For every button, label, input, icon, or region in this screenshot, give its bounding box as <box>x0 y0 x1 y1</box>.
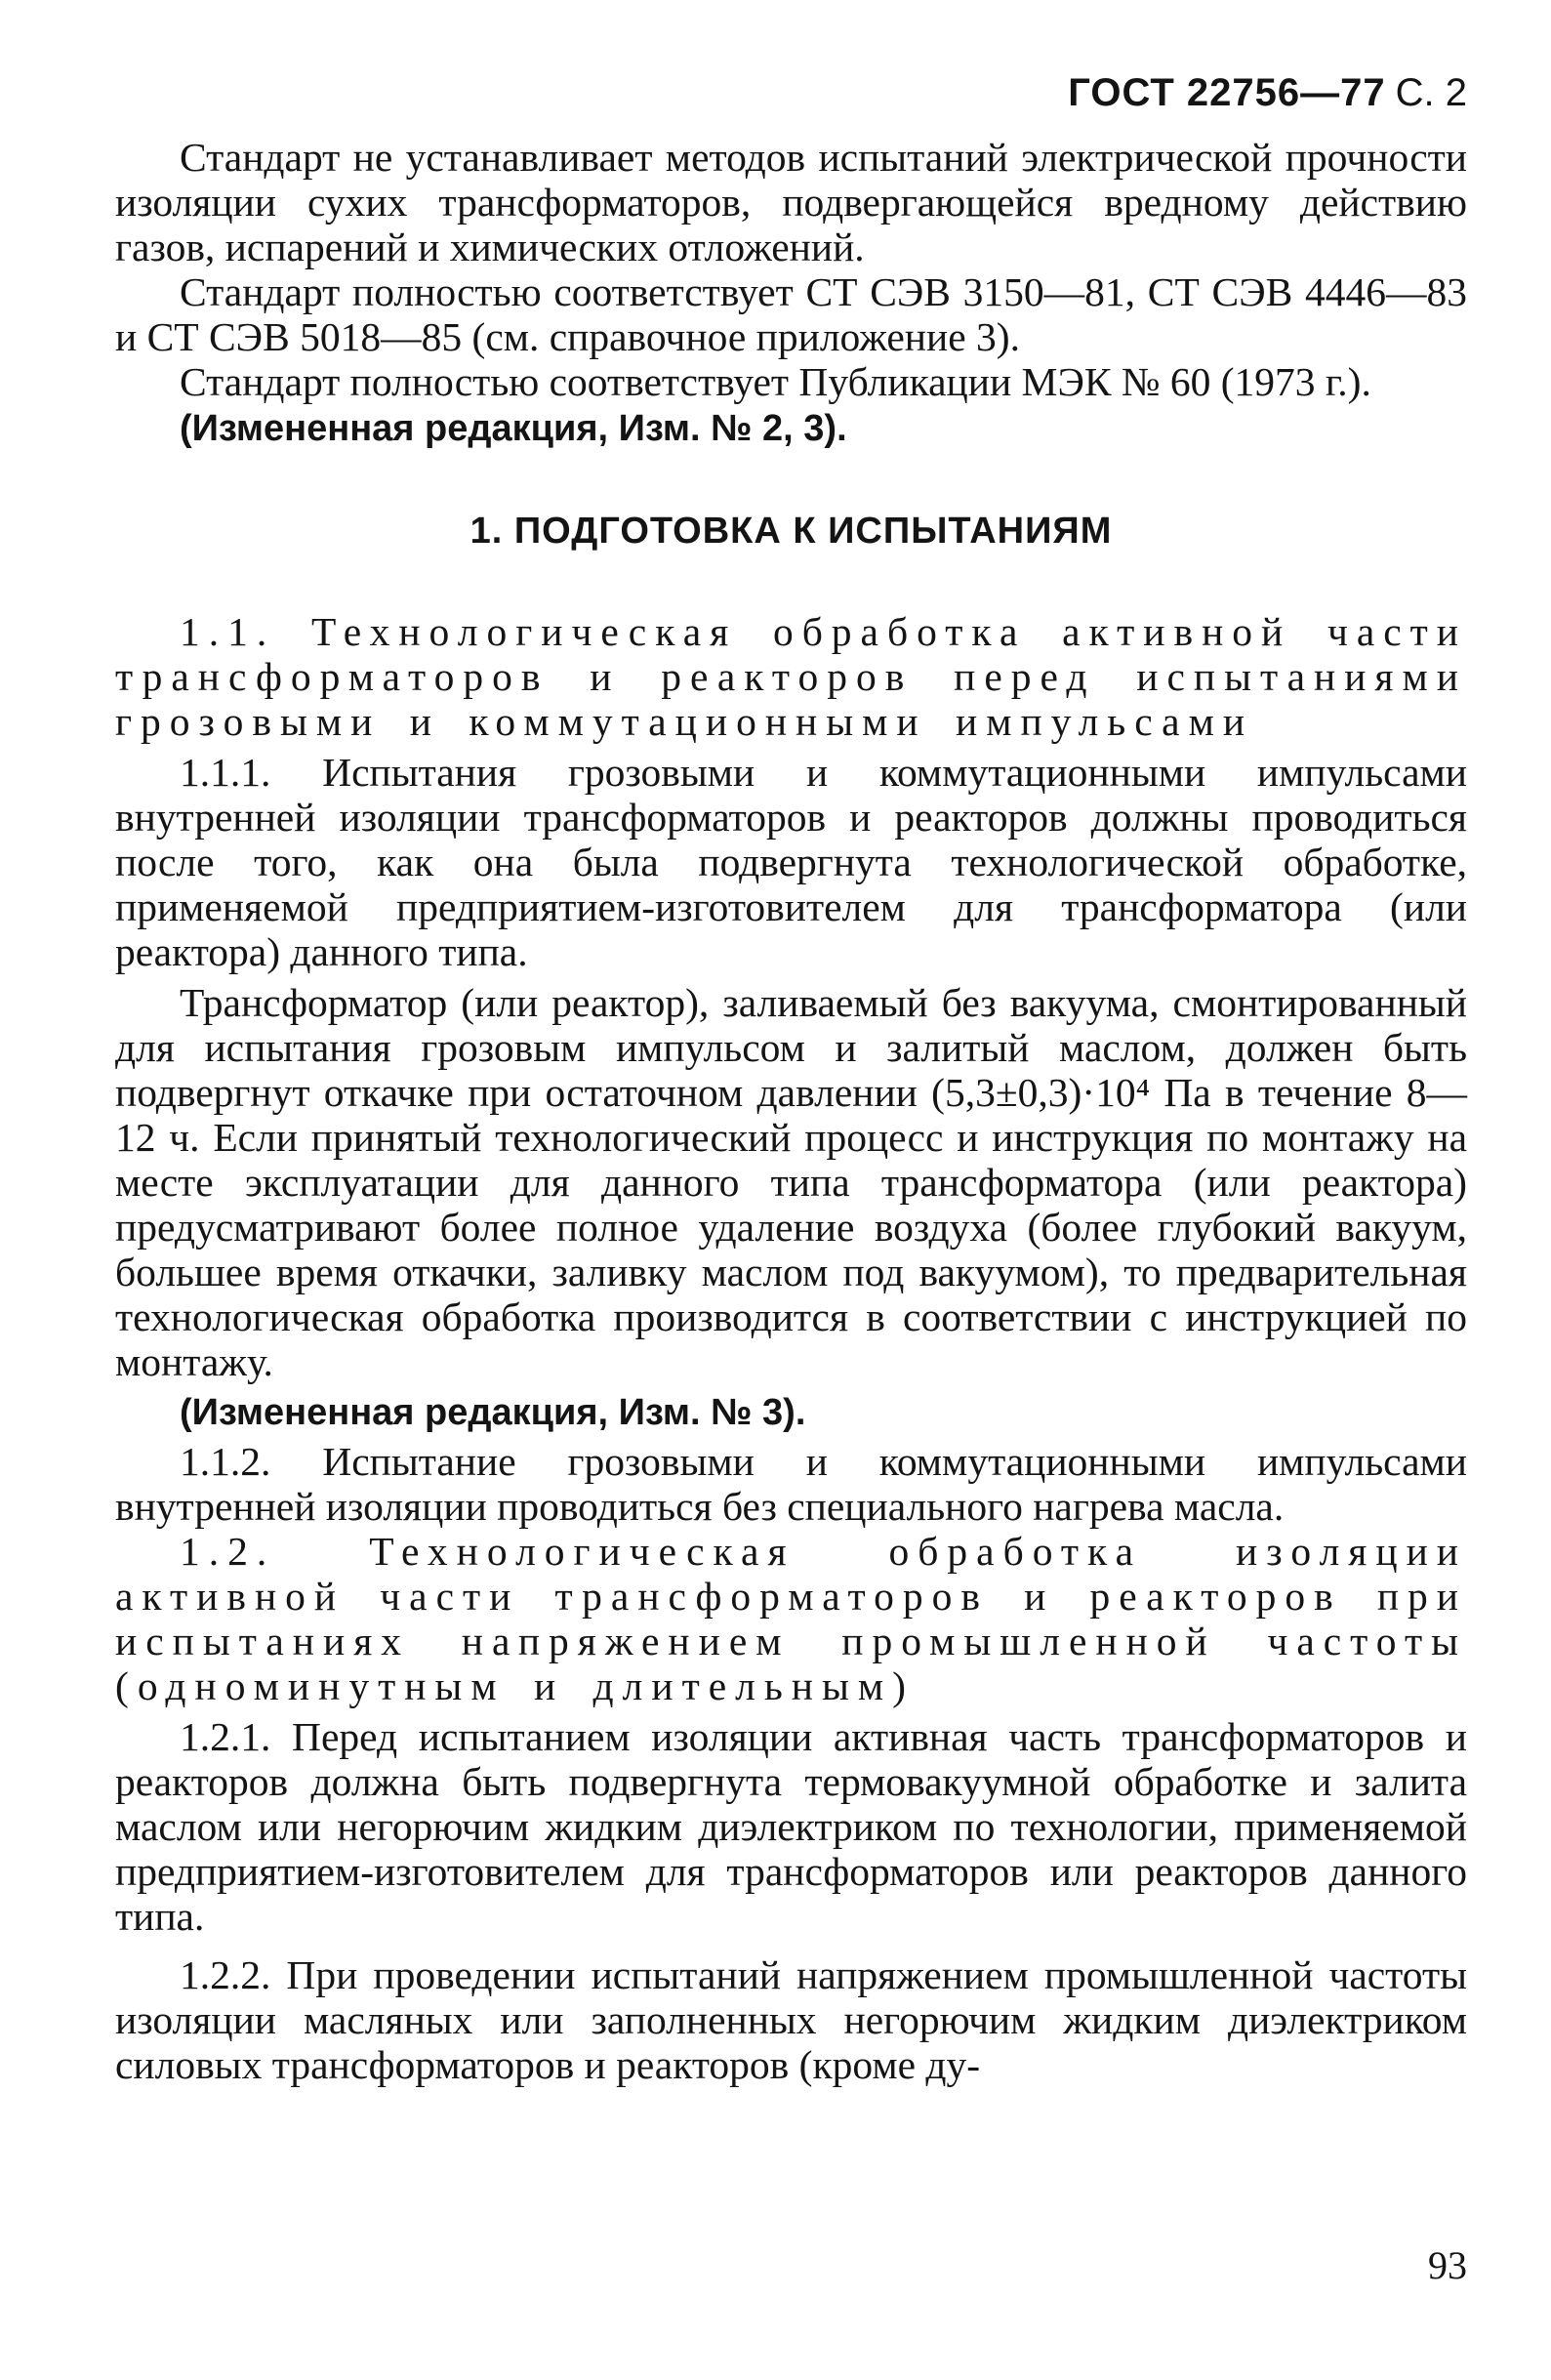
page-number: 93 <box>1428 2243 1467 2287</box>
clause-1-1-1: 1.1.1. Испытания грозовыми и коммутационными импульсами внутренней изоляции трансформаторов и реакторов должны проводиться после того, как она была подвергнута технологической обработке, применяемой предприятием-изготовителем для трансформатора (или реактора) данного типа. <box>115 750 1467 974</box>
doc-code: ГОСТ 22756—77 <box>1068 71 1386 114</box>
subsection-1-2-heading: 1.2. Технологическая обработка изоляции активной части трансформаторов и реакторов при испытаниях напряжением промышленной частоты (одноминутным и длительным) <box>115 1529 1467 1708</box>
section-title: 1. ПОДГОТОВКА К ИСПЫТАНИЯМ <box>469 511 1113 552</box>
intro-paragraph-2: Стандарт полностью соответствует СТ СЭВ 3150—81, СТ СЭВ 4446—83 и СТ СЭВ 5018—85 (см. справочное приложение 3). <box>115 269 1467 359</box>
clause-1-2-2: 1.2.2. При проведении испытаний напряжением промышленной частоты изоляции масляных или заполненных негорючим жидким диэлектриком силовых трансформаторов и реакторов (кроме ду- <box>115 1952 1467 2087</box>
intro-paragraph-3: Стандарт полностью соответствует Публикации МЭК № 60 (1973 г.). <box>180 359 1371 404</box>
amendment-note: (Измененная редакция, Изм. № 2, 3). <box>180 408 847 449</box>
subsection-1-1-heading: 1.1. Технологическая обработка активной части трансформаторов и реакторов перед испытаниями грозовыми и коммутационными импульсами <box>115 609 1467 744</box>
document-page <box>115 68 1467 2287</box>
page-label: С. 2 <box>1395 71 1467 114</box>
clause-1-2-1: 1.2.1. Перед испытанием изоляции активная часть трансформаторов и реакторов должна быть подвергнута термовакуумной обработке и залита маслом или негорючим жидким диэлектриком по технологии, применяемой предприятием-изготовителем для трансформаторов или реакторов данного типа. <box>115 1714 1467 1939</box>
amendment-note-2: (Измененная редакция, Изм. № 3). <box>180 1392 806 1433</box>
clause-1-1-1-continued: Трансформатор (или реактор), заливаемый без вакуума, смонтированный для испытания грозовым импульсом и залитый маслом, должен быть подвергнут откачке при остаточном давлении (5,3±0,3)·10⁴ Па в течение 8—12 ч. Если принятый технологический процесс и инструкция по монтажу на месте эксплуатации для данного типа трансформатора (или реактора) предусматривают более полное удаление воздуха (более глубокий вакуум, большее время откачки, заливку маслом под вакуумом), то предварительная технологическая обработка производится в соответствии с инструкцией по монтажу. <box>115 980 1467 1384</box>
page-header <box>115 68 1467 117</box>
clause-1-1-2: 1.1.2. Испытание грозовыми и коммутационными импульсами внутренней изоляции проводиться без специального нагрева масла. <box>115 1439 1467 1529</box>
intro-paragraph-1: Стандарт не устанавливает методов испытаний электрической прочности изоляции сухих трансформаторов, подвергающейся вредному действию газов, испарений и химических отложений. <box>115 135 1467 269</box>
